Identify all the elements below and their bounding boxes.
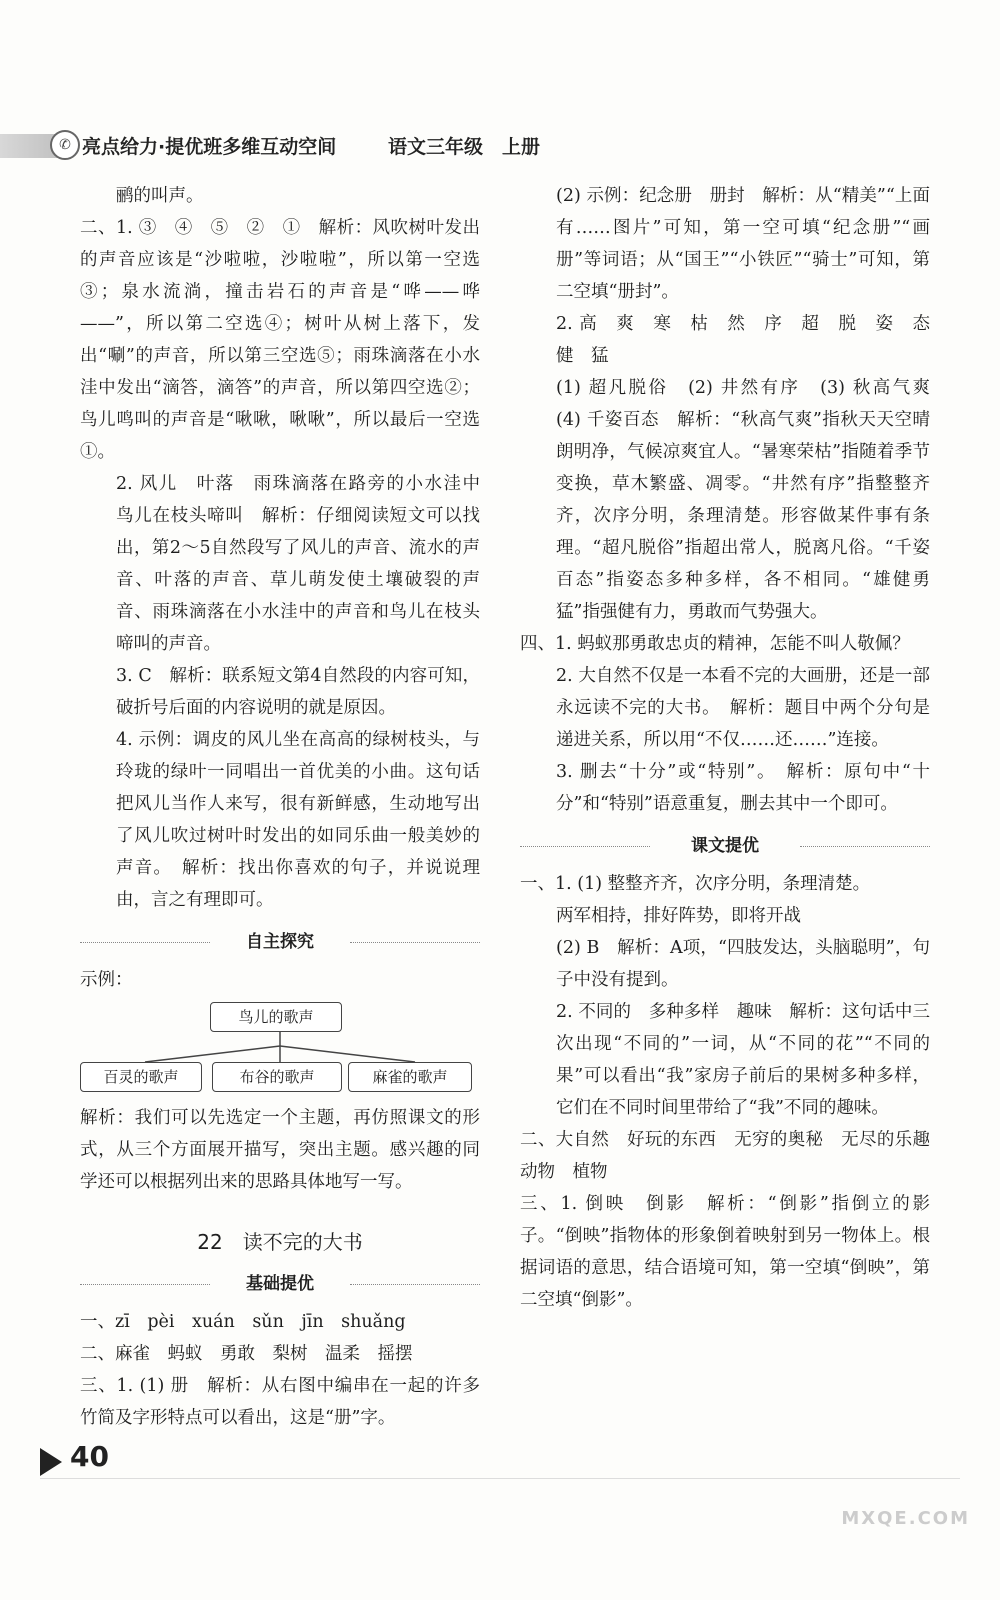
- answer-words: 二、麻雀 蚂蚁 勇敢 梨树 温柔 摇摆: [80, 1344, 413, 1364]
- right-column: [520, 180, 948, 1316]
- answer-3-2-sub: (1) 超凡脱俗 (2) 井然有序 (3) 秋高气爽 (4) 千姿百态 解析：“秋高气爽”指秋天天空晴朗明净，气候凉爽宜人。“暑寒荣枯”指随着季节变换，草木繁盛、凋零。“井然有序”指整整齐齐，次序分明，条理清楚。形容做某件事有条理。“超凡脱俗”指超出常人，脱离凡俗。“千姿百态”指姿态多种多样，各不相同。“雄健勇猛”指强健有力，勇敢而气势强大。: [556, 378, 948, 622]
- answer-2-1: 二、1. ③ ④ ⑤ ② ① 解析：风吹树叶发出的声音应该是“沙啦啦，沙啦啦”，所以第一空选③；泉水流淌，撞击岩石的声音是“哗——哗——”，所以第二空选④；树叶从树上落下，发出“唰”的声音，所以第三空选⑤；雨珠滴落在小水洼中发出“滴答，滴答”的声音，所以第四空选②；鸟儿鸣叫的声音是“啾啾，啾啾”，所以最后一空选①。: [80, 218, 480, 462]
- answer-t2: 二、大自然 好玩的东西 无穷的奥秘 无尽的乐趣 动物 植物: [520, 1130, 948, 1182]
- watermark: MXQE.COM: [841, 1508, 970, 1529]
- diagram-analysis: 解析：我们可以先选定一个主题，再仿照课文的形式，从三个方面展开描写，突出主题。感兴趣的同学还可以根据列出来的思路具体地写一写。: [80, 1108, 480, 1192]
- book-title: 亮点给力·提优班多维互动空间: [82, 136, 337, 158]
- lesson-title: 22 读不完的大书: [197, 1230, 363, 1254]
- answer-t1-1b: 两军相持，排好阵势，即将开战: [556, 906, 801, 926]
- answer-pinyin: 一、zī pèi xuán sǔn jīn shuǎng: [80, 1312, 406, 1332]
- answer-t1-1-2: (2) B 解析：A项，“四肢发达，头脑聪明”，句子中没有提到。: [556, 938, 930, 990]
- book-subject: 语文三年级 上册: [388, 136, 541, 158]
- section-title-explore: 自主探究: [80, 926, 480, 958]
- diagram-node-2: 布谷的歌声: [212, 1062, 342, 1092]
- answer-3-1: 三、1. (1) 册 解析：从右图中编串在一起的许多竹简及字形特点可以看出，这是“册”字。: [80, 1376, 480, 1428]
- answer-t1-1: 一、1. (1) 整整齐齐，次序分明，条理清楚。: [520, 874, 871, 894]
- page-header: [0, 128, 1000, 164]
- diagram-node-3: 麻雀的歌声: [348, 1062, 472, 1092]
- answer-2-3: 3. C 解析：联系短文第4自然段的内容可知，破折号后面的内容说明的就是原因。: [116, 666, 480, 718]
- diagram-node-1: 百灵的歌声: [80, 1062, 202, 1092]
- page-number: 40: [70, 1440, 109, 1473]
- example-label: 示例：: [80, 970, 133, 990]
- section-title-text: 课文提优: [520, 830, 930, 862]
- answer-t3-1: 三、1. 倒映 倒影 解析：“倒影”指倒立的影子。“倒映”指物体的形象倒着映射到另一物体上。根据词语的意思，结合语境可知，第一空填“倒映”，第二空填“倒影”。: [520, 1194, 930, 1310]
- topic-diagram: [80, 1002, 480, 1098]
- section-title-basic: 基础提优: [80, 1268, 480, 1300]
- phone-logo-icon: ✆: [50, 130, 80, 160]
- answer-4-2: 2. 大自然不仅是一本看不完的大画册，还是一部永远读不完的大书。 解析：题目中两个分句是递进关系，所以用“不仅……还……”连接。: [556, 666, 930, 750]
- answer-3-2: 2. 高 爽 寒 枯 然 序 超 脱 姿 态 健 猛: [556, 314, 948, 366]
- answer-4-1: 四、1. 蚂蚁那勇敢忠贞的精神，怎能不叫人敬佩？: [520, 634, 910, 654]
- text-line: 鹂的叫声。: [116, 186, 204, 206]
- answer-2-4: 4. 示例：调皮的风儿坐在高高的绿树枝头，与玲珑的绿叶一同唱出一首优美的小曲。这句话把风儿当作人来写，很有新鲜感，生动地写出了风儿吹过树叶时发出的如同乐曲一般美妙的声音。 解析：找出你喜欢的句子，并说说理由，言之有理即可。: [116, 730, 480, 910]
- answer-t1-2: 2. 不同的 多种多样 趣味 解析：这句话中三次出现“不同的”一词，从“不同的花”“不同的果”可以看出“我”家房子前后的果树多种多样，它们在不同时间里带给了“我”不同的趣味。: [556, 1002, 930, 1118]
- answer-2-2: 2. 风儿 叶落 雨珠滴落在路旁的小水洼中 鸟儿在枝头啼叫 解析：仔细阅读短文可以找出，第2～5自然段写了风儿的声音、流水的声音、叶落的声音、草儿萌发使土壤破裂的声音、雨珠滴落在小水洼中的声音和鸟儿在枝头啼叫的声音。: [116, 474, 498, 654]
- answer-3-1-2: (2) 示例：纪念册 册封 解析：从“精美”“上面有……图片”可知，第一空可填“纪念册”“画册”等词语；从“国王”“小铁匠”“骑士”可知，第二空填“册封”。: [556, 186, 930, 302]
- footer-divider: [40, 1478, 960, 1479]
- diagram-root-node: 鸟儿的歌声: [210, 1002, 342, 1032]
- page-arrow-icon: [40, 1448, 62, 1476]
- answer-4-3: 3. 删去“十分”或“特别”。 解析：原句中“十分”和“特别”语意重复，删去其中一个即可。: [556, 762, 930, 814]
- left-column: [80, 180, 498, 1434]
